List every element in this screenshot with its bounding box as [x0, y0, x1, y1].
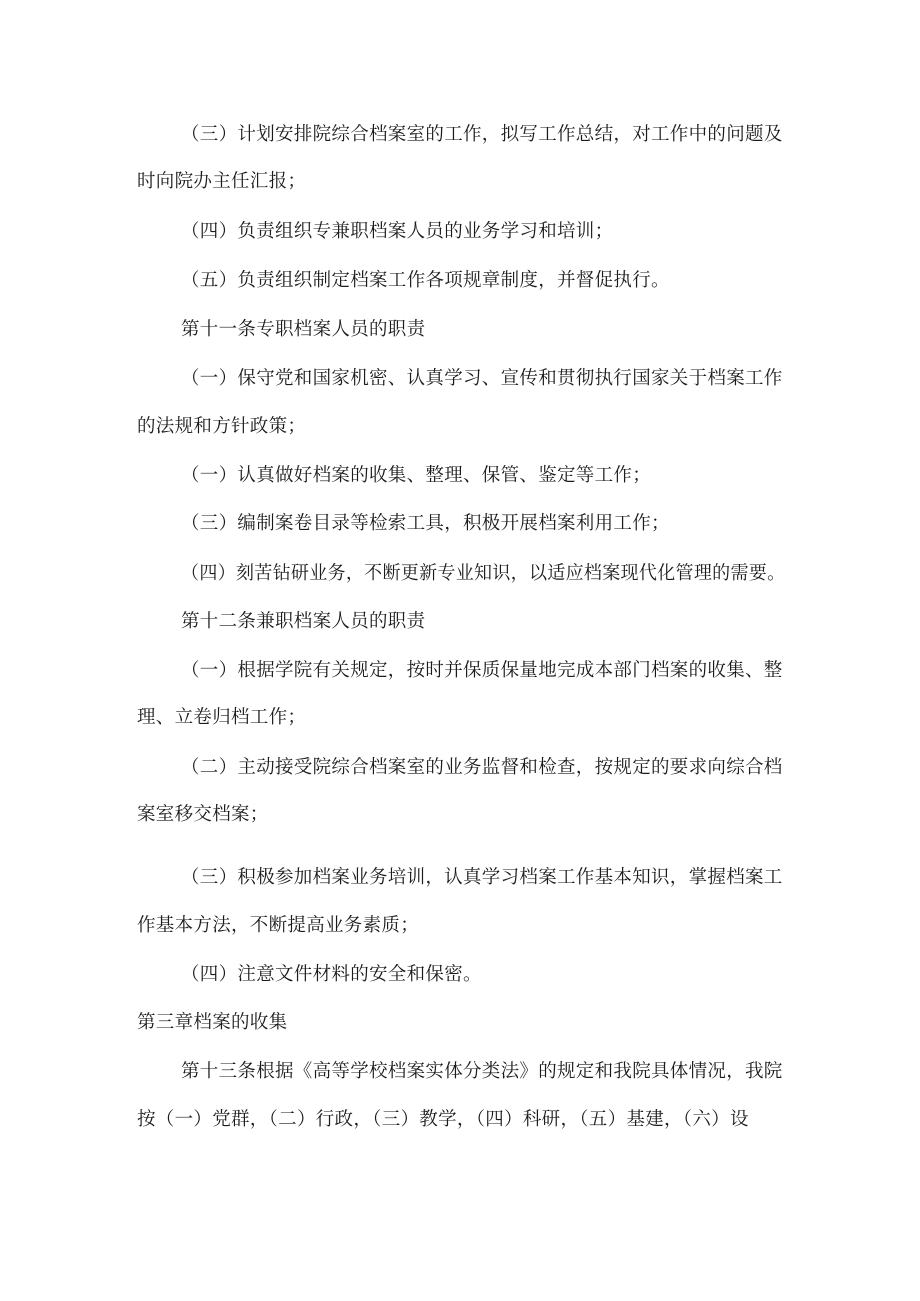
text-line: 案室移交档案； — [137, 804, 269, 825]
text-line: 时向院办主任汇报； — [137, 171, 307, 192]
section-heading: 第十一条专职档案人员的职责 — [181, 319, 426, 340]
text-line: （一）认真做好档案的收集、整理、保管、鉴定等工作； — [181, 465, 652, 486]
text-line: （一）根据学院有关规定，按时并保质保量地完成本部门档案的收集、整 — [181, 660, 783, 681]
text-line: 作基本方法，不断提高业务素质； — [137, 915, 420, 936]
text-line: （四）注意文件材料的安全和保密。 — [181, 964, 482, 985]
text-line: （三）积极参加档案业务培训，认真学习档案工作基本知识，掌握档案工 — [181, 867, 783, 888]
chapter-heading: 第三章档案的收集 — [137, 1012, 288, 1033]
text-line: （三）计划安排院综合档案室的工作，拟写工作总结，对工作中的问题及 — [181, 124, 783, 145]
text-line: （三）编制案卷目录等检索工具，积极开展档案利用工作； — [181, 513, 670, 534]
text-line: （二）主动接受院综合档案室的业务监督和检查，按规定的要求向综合档 — [181, 757, 783, 778]
section-heading: 第十二条兼职档案人员的职责 — [181, 611, 426, 632]
text-line: （四）负责组织专兼职档案人员的业务学习和培训； — [181, 221, 614, 242]
text-line: （一）保守党和国家机密、认真学习、宣传和贯彻执行国家关于档案工作 — [181, 368, 783, 389]
text-line: （四）刻苦钻研业务，不断更新专业知识，以适应档案现代化管理的需要。 — [181, 563, 786, 584]
text-line: 按（一）党群，（二）行政，（三）教学，（四）科研，（五）基建，（六）设 — [137, 1109, 749, 1130]
text-line: 的法规和方针政策； — [137, 416, 307, 437]
text-line: 理、立卷归档工作； — [137, 707, 307, 728]
text-line: （五）负责组织制定档案工作各项规章制度，并督促执行。 — [181, 270, 670, 291]
text-line: 第十三条根据《高等学校档案实体分类法》的规定和我院具体情况，我院 — [181, 1061, 783, 1082]
